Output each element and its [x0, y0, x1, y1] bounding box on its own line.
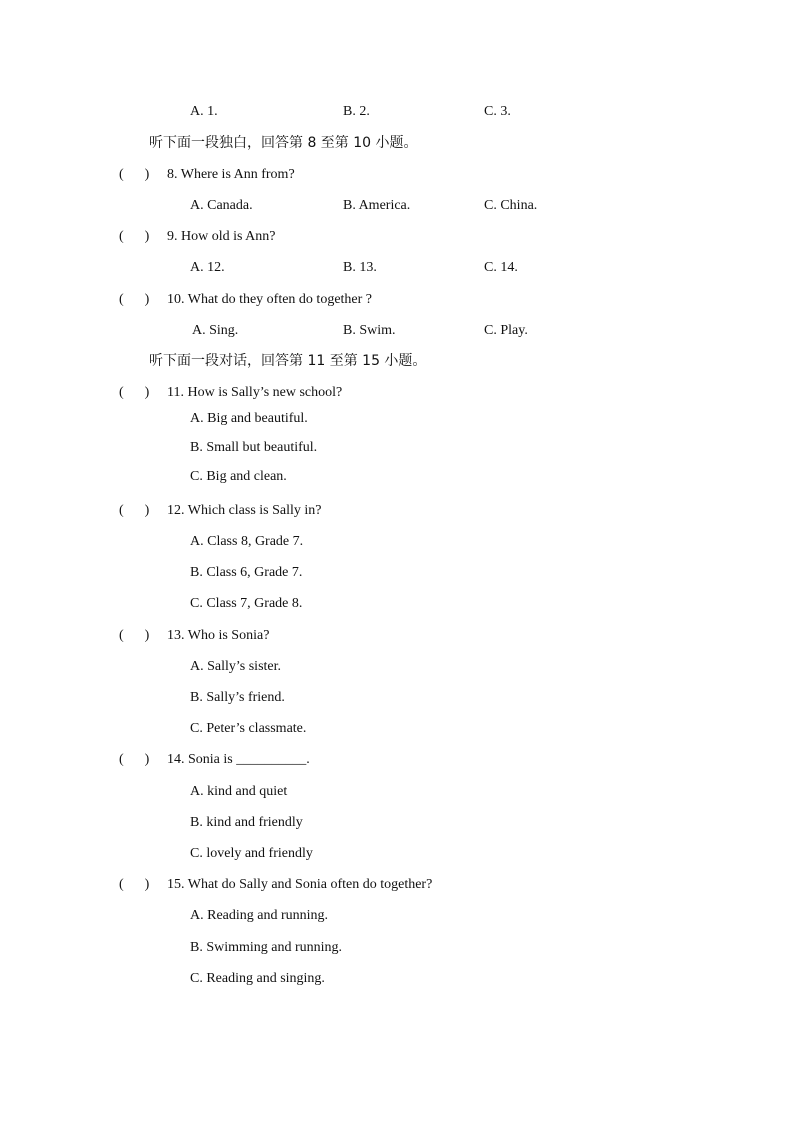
q10-question: 10. What do they often do together ?: [167, 292, 373, 307]
q12-answer-blank: ( ): [119, 503, 150, 518]
q13-answer-blank: ( ): [119, 628, 150, 643]
q8-option-a: A. Canada.: [190, 198, 253, 213]
q15-option-b: B. Swimming and running.: [190, 940, 343, 955]
q12-question: 12. Which class is Sally in?: [167, 503, 322, 518]
q14-option-b: B. kind and friendly: [190, 815, 303, 830]
q11-answer-blank: ( ): [119, 385, 150, 400]
q15-option-c: C. Reading and singing.: [190, 971, 325, 986]
q10-option-c: C. Play.: [484, 323, 528, 338]
q15-question: 15. What do Sally and Sonia often do together?: [167, 877, 433, 892]
q10-option-a: A. Sing.: [192, 323, 239, 338]
q13-option-b: B. Sally’s friend.: [190, 690, 285, 705]
q13-option-a: A. Sally’s sister.: [190, 659, 282, 674]
q14-option-c: C. lovely and friendly: [190, 846, 313, 861]
section-instruction-dialogue: 听下面一段对话，回答第 11 至第 15 小题。: [149, 353, 427, 369]
q14-option-a: A. kind and quiet: [190, 784, 288, 799]
q11-option-b: B. Small but beautiful.: [190, 440, 318, 455]
q9-option-a: A. 12.: [190, 260, 225, 275]
q7-option-a: A. 1.: [190, 104, 218, 119]
q8-question: 8. Where is Ann from?: [167, 167, 295, 182]
q9-answer-blank: ( ): [119, 229, 150, 244]
q12-option-a: A. Class 8, Grade 7.: [190, 534, 304, 549]
q15-answer-blank: ( ): [119, 877, 150, 892]
q9-option-c: C. 14.: [484, 260, 518, 275]
q15-option-a: A. Reading and running.: [190, 908, 329, 923]
section-instruction-monologue: 听下面一段独白，回答第 8 至第 10 小题。: [149, 135, 418, 151]
q8-option-c: C. China.: [484, 198, 538, 213]
q8-answer-blank: ( ): [119, 167, 150, 182]
q12-option-c: C. Class 7, Grade 8.: [190, 596, 303, 611]
q11-question: 11. How is Sally’s new school?: [167, 385, 343, 400]
q10-answer-blank: ( ): [119, 292, 150, 307]
q11-option-a: A. Big and beautiful.: [190, 411, 308, 426]
q13-option-c: C. Peter’s classmate.: [190, 721, 307, 736]
q12-option-b: B. Class 6, Grade 7.: [190, 565, 303, 580]
q14-question: 14. Sonia is __________.: [167, 752, 310, 767]
q7-option-b: B. 2.: [343, 104, 370, 119]
q9-option-b: B. 13.: [343, 260, 377, 275]
q7-option-c: C. 3.: [484, 104, 511, 119]
q10-option-b: B. Swim.: [343, 323, 396, 338]
q14-answer-blank: ( ): [119, 752, 150, 767]
q9-question: 9. How old is Ann?: [167, 229, 276, 244]
q13-question: 13. Who is Sonia?: [167, 628, 270, 643]
q11-option-c: C. Big and clean.: [190, 469, 287, 484]
q8-option-b: B. America.: [343, 198, 411, 213]
